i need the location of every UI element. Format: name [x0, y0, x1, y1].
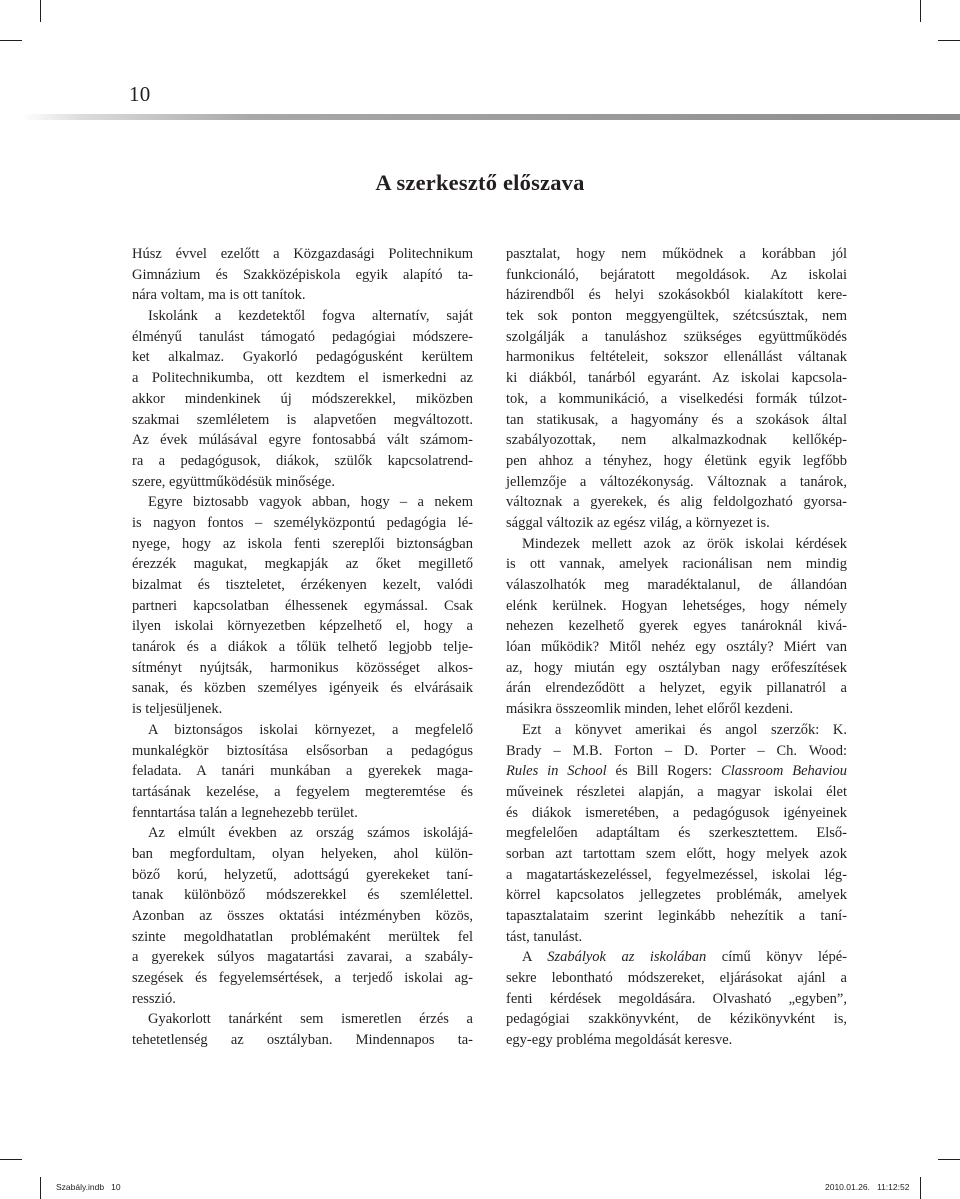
text-line: tanak különböző módszerekkel és szemlélettel.: [132, 887, 473, 904]
text-line: nyege, hogy az iskola fenti szereplői biztonságban: [132, 535, 473, 552]
text-line: tok, a kommunikáció, a viselkedési formák túlzot-: [506, 390, 847, 407]
text-line: tartásának kezelése, a fegyelem megteremtése és: [132, 783, 473, 800]
text-line: munkalégkör biztosítása elsősorban a pedagógus: [132, 742, 473, 759]
text-line: is nagyon fontos – személyközpontú pedagógia lé-: [132, 514, 473, 531]
text-line: pedagógiai szakkönyvként, de kézikönyvként is,: [506, 1011, 847, 1028]
text-line: is ott vannak, amelyek racionálisan nem mindig: [506, 556, 847, 573]
text-line: Brady – M.B. Forton – D. Porter – Ch. Wood:: [506, 742, 847, 759]
text-line: tehetetlenség az osztályban. Mindennapos ta-: [132, 1032, 473, 1049]
text-column-right: [506, 244, 847, 1051]
text-line: válaszolhatók meg maradéktalanul, de állandóan: [506, 577, 847, 593]
text-line: Az évek múlásával egyre fontosabbá vált számom-: [132, 432, 473, 449]
text-line: változnak a gyerekek, és alig feldolgozható gyorsa-: [506, 494, 847, 511]
text-line: feladata. A tanári munkában a gyerekek maga-: [132, 763, 473, 780]
text-line: Gimnázium és Szakközépiskola egyik alapító ta-: [132, 266, 473, 283]
text-line: pasztalat, hogy nem működnek a korábban jól: [506, 246, 847, 262]
crop-mark: [920, 0, 921, 22]
header-rule: [22, 114, 960, 120]
text-line: másikra összeomlik minden, lehet előről kezdeni.: [506, 701, 794, 718]
text-line: pen ahhoz a tényhez, hogy életünk egyik legfőbb: [506, 452, 847, 469]
crop-mark: [938, 1159, 960, 1160]
text-line: megfelelően adaptáltam és szerkesztettem. Első-: [506, 825, 847, 842]
text-line: sítményt nyújtsák, harmonikus közösséget alkos-: [132, 659, 473, 676]
text-line: a magatartáskezeléssel, fegyelmezéssel, iskolai lég-: [506, 866, 847, 883]
text-line: Húsz évvel ezelőtt a Közgazdasági Politechnikum: [132, 246, 473, 262]
text-line: lóan működik? Mitől nehéz egy osztály? Miért van: [506, 639, 847, 656]
text-line: partneri kapcsolatban élhessenek egymással. Csak: [132, 597, 473, 614]
text-line: tanárok és a diákok a tőlük telhető legjobb telje-: [132, 639, 473, 656]
text-line: műveinek részletei alapján, a magyar iskolai élet: [506, 783, 847, 800]
text-line: akkor mindenkinek új módszerekkel, miközben: [132, 390, 473, 407]
text-line: Mindezek mellett azok az örök iskolai kérdések: [522, 535, 847, 552]
text-line: az, hogy miután egy osztályban nagy erőfeszítések: [506, 659, 847, 676]
text-line: fenntartása talán a legnehezebb terület.: [132, 804, 358, 821]
text-line: harmonikus feltételeit, sokszor ellenállást váltanak: [506, 349, 847, 366]
crop-mark: [0, 1159, 22, 1160]
text-line: érezzék magukat, megkapják az őket megillető: [132, 556, 473, 573]
text-line: Gyakorlott tanárként sem ismeretlen érzés a: [148, 1011, 473, 1028]
text-line: böző korú, helyzetű, adottságú gyerekeket taní-: [132, 866, 473, 883]
text-line: fenti kérdések megoldására. Olvasható „egyben”,: [506, 990, 847, 1007]
text-line: Iskolánk a kezdetektől fogva alternatív, saját: [148, 308, 473, 325]
text-line: A biztonságos iskolai környezet, a megfelelő: [148, 721, 473, 738]
text-line: tást, tanulást.: [506, 928, 583, 945]
crop-mark: [920, 1177, 921, 1199]
text-line: a gyerekek súlyos magatartási zavarai, a szabály-: [132, 949, 473, 966]
chapter-title: A szerkesztő előszava: [375, 170, 585, 195]
text-line: jellemzője a változékonyság. Változnak a tanárok,: [506, 473, 847, 490]
text-line: ban megfordultam, olyan helyeken, ahol külön-: [132, 845, 473, 862]
text-line: funkcionáló, bejáratott megoldások. Az iskolai: [506, 266, 847, 283]
crop-mark: [40, 1177, 41, 1199]
crop-mark: [938, 40, 960, 41]
text-line: sággal változik az egész világ, a környezet is.: [506, 514, 770, 531]
print-slug-timestamp: 2010.01.26. 11:12:52: [825, 1182, 910, 1192]
text-line: árán elrendeződött a helyzet, egyik pillanatról a: [506, 680, 847, 697]
text-line: ket alkalmaz. Gyakorló pedagógusként kerültem: [132, 349, 473, 366]
text-line: tapasztalataim szerint leginkább nehezítik a taní-: [506, 908, 847, 924]
text-line: is teljesüljenek.: [132, 701, 223, 718]
crop-mark: [0, 40, 22, 41]
print-slug-filename: Szabály.indb 10: [56, 1182, 121, 1192]
text-line: Azonban az összes oktatási intézményben közös,: [132, 908, 473, 924]
text-line: ki diákból, tanárból egyaránt. Az iskolai kapcsola-: [506, 370, 847, 387]
text-line: resszió.: [132, 990, 176, 1007]
text-line: szere, együttműködésük minősége.: [132, 473, 335, 490]
text-line: élményű tanulást támogató pedagógiai módszere-: [132, 328, 473, 345]
text-line: szegések és fegyelemsértések, a terjedő iskolai ag-: [132, 970, 473, 987]
text-line: egy-egy probléma megoldását keresve.: [506, 1032, 733, 1049]
crop-mark: [40, 0, 41, 22]
text-line: szakmai szemléletem is alapvetően megváltozott.: [132, 411, 473, 428]
text-line: bizalmat és tiszteletet, érzékenyen kezelt, valódi: [132, 577, 473, 593]
text-line: sanak, és közben személyes igényeik és elvárásaik: [132, 680, 473, 697]
text-line: Az elmúlt években az ország számos iskolájá-: [148, 825, 473, 842]
page-number: 10: [129, 82, 151, 106]
text-line: szinte megoldhatatlan problémaként merültek fel: [132, 928, 473, 945]
text-line: tek sok ponton meggyengültek, szétcsúsztak, nem: [506, 308, 847, 325]
text-line: nára voltam, ma is ott tanítok.: [132, 287, 306, 304]
text-line: ilyen iskolai környezetben képzelhető el, hogy a: [132, 618, 473, 635]
text-line: A Szabályok az iskolában című könyv lépé-: [522, 949, 847, 966]
text-column-left: [132, 244, 473, 1051]
text-line: sekre lebontható módszereket, eljárásokat ajánl a: [506, 970, 847, 987]
text-line: tan statikusak, a hagyomány és a szokások által: [506, 411, 847, 428]
text-line: Rules in School és Bill Rogers: Classroom Behaviou: [506, 763, 847, 780]
text-line: elénk kerülnek. Hogyan lehetséges, hogy némely: [506, 597, 847, 614]
text-line: körrel kapcsolatos jellegzetes problémák, amelyek: [506, 887, 847, 904]
text-line: házirendből és helyi szokásokból kialakított kere-: [506, 287, 847, 304]
text-line: a Politechnikumba, ott kezdtem el ismerkedni az: [132, 370, 473, 387]
text-line: és diákok ismeretében, a pedagógusok igényeinek: [506, 804, 847, 821]
text-line: nehezen kezelhető gyerek egyes tanároknál kivá-: [506, 618, 847, 635]
text-line: szabályozottak, nem alkalmazkodnak kellőkép-: [506, 432, 847, 449]
text-line: ra a pedagógusok, diákok, szülők kapcsolatrend-: [132, 452, 473, 469]
text-line: Ezt a könyvet amerikai és angol szerzők: K.: [522, 721, 847, 738]
text-line: szolgálják a tanuláshoz szükséges együttműködés: [506, 328, 847, 345]
text-line: sorban azt tartottam szem előtt, hogy melyek azok: [506, 845, 847, 862]
text-line: Egyre biztosabb vagyok abban, hogy – a nekem: [148, 494, 473, 511]
